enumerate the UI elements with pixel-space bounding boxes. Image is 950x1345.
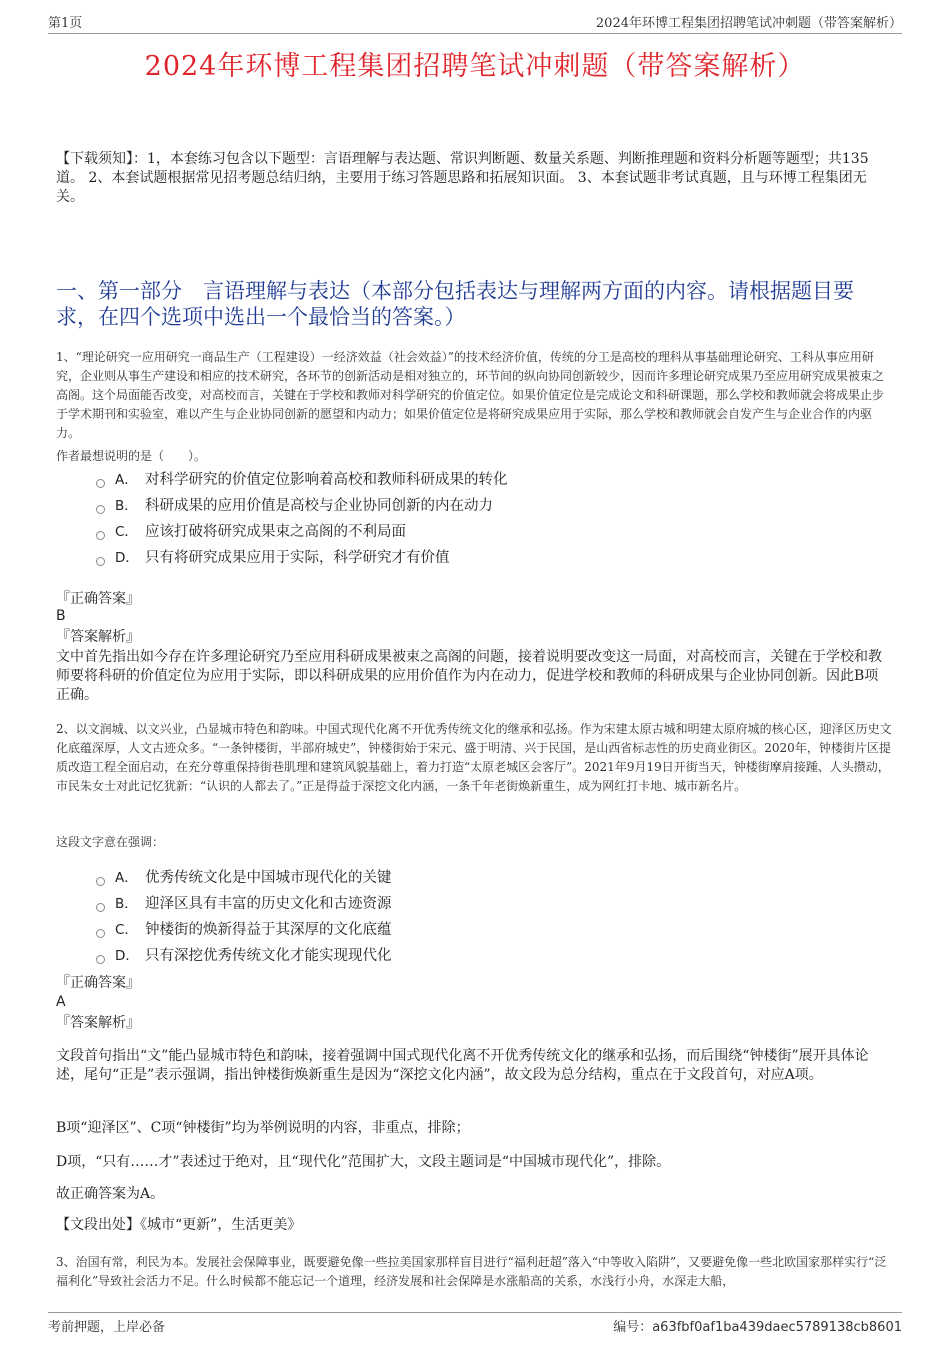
q1-option-a[interactable]: A． 对科学研究的价值定位影响着高校和教师科研成果的转化 [96, 470, 508, 490]
q1-option-d[interactable]: D． 只有将研究成果应用于实际，科学研究才有价值 [96, 548, 450, 568]
radio-icon[interactable] [96, 903, 105, 912]
radio-icon[interactable] [96, 557, 105, 566]
q1-analysis-label: 『答案解析』 [56, 629, 140, 645]
question-1-prompt: 作者最想说明的是（ ）。 [56, 449, 207, 463]
q1-answer-label: 『正确答案』 [56, 591, 140, 607]
question-2-prompt: 这段文字意在强调： [56, 835, 165, 849]
q2-analysis-paragraph-1: 文段首句指出“文”能凸显城市特色和韵味，接着强调中国式现代化离不开优秀传统文化的继承和弘扬，而后围绕“钟楼街”展开具体论述，尾句“正是”表示强调，指出钟楼街焕新重生是因为“深挖文化内涵”，故文段为总分结构，重点在于文段首句，对应A项。 [56, 1048, 869, 1083]
q2-option-a[interactable]: A． 优秀传统文化是中国城市现代化的关键 [96, 868, 392, 888]
q2-option-d[interactable]: D． 只有深挖优秀传统文化才能实现现代化 [96, 946, 392, 966]
q1-option-c[interactable]: C． 应该打破将研究成果束之高阁的不利局面 [96, 522, 406, 542]
q2-analysis-paragraph-4: 故正确答案为A。 [56, 1186, 165, 1202]
q2-option-b[interactable]: B． 迎泽区具有丰富的历史文化和古迹资源 [96, 894, 392, 914]
q2-analysis-paragraph-3: D项，“只有……才”表述过于绝对，且“现代化”范围扩大，文段主题词是“中国城市现代化”，排除。 [56, 1154, 671, 1170]
q2-answer: A [56, 994, 66, 1010]
q2-source: 【文段出处】《城市“更新”，生活更美》 [56, 1217, 302, 1233]
q2-analysis-label: 『答案解析』 [56, 1015, 140, 1031]
q1-analysis: 文中首先指出如今存在许多理论研究乃至应用科研成果被束之高阁的问题，接着说明要改变这一局面，对高校而言，关键在于学校和教师要将科研的价值定位为应用于实际，即以科研成果的应用价值作为内在动力，促进学校和教师的科研成果与企业协同创新。因此B项正确。 [56, 649, 882, 703]
radio-icon[interactable] [96, 505, 105, 514]
question-2-stem: 2、以文润城、以文兴业，凸显城市特色和韵味。中国式现代化离不开优秀传统文化的继承和弘扬。作为宋建太原古城和明建太原府城的核心区，迎泽区历史文化底蕴深厚，人文古迹众多。“一条钟楼街，半部府城史”，钟楼街始于宋元、盛于明清、兴于民国，是山西省标志性的历史商业街区。2020年，钟楼街片区提质改造工程全面启动，在充分尊重保持街巷肌理和建筑风貌基础上，着力打造“太原老城区会客厅”。2021年9月19日开街当天，钟楼街摩肩接踵、人头攒动，市民朱女士对此记忆犹新：“认识的人都去了。”正是得益于深挖文化内涵，一条千年老街焕新重生，成为网红打卡地、城市新名片。 [56, 722, 892, 793]
q2-answer-label: 『正确答案』 [56, 975, 140, 991]
radio-icon[interactable] [96, 531, 105, 540]
q2-option-c[interactable]: C． 钟楼街的焕新得益于其深厚的文化底蕴 [96, 920, 392, 940]
page-title: 2024年环博工程集团招聘笔试冲刺题（带答案解析） [144, 51, 806, 82]
download-notice: 【下载须知】：1，本套练习包含以下题型：言语理解与表达题、常识判断题、数量关系题、判断推理题和资料分析题等题型；共135道。 2、本套试题根据常见招考题总结归纳，主要用于练习答题思路和拓展知识面。 3、本套试题非考试真题，且与环博工程集团无关。 [56, 151, 869, 205]
q2-analysis-paragraph-2: B项“迎泽区”、C项“钟楼街”均为举例说明的内容，非重点，排除； [56, 1120, 470, 1136]
radio-icon[interactable] [96, 479, 105, 488]
q1-answer: B [56, 608, 66, 624]
footer-doc-id: 编号：a63fbf0af1ba439daec5789138cb8601 [613, 1320, 902, 1335]
radio-icon[interactable] [96, 955, 105, 964]
q1-option-b[interactable]: B． 科研成果的应用价值是高校与企业协同创新的内在动力 [96, 496, 493, 516]
section-heading: 一、第一部分 言语理解与表达（本部分包括表达与理解两方面的内容。请根据题目要求，在四个选项中选出一个最恰当的答案。） [56, 279, 854, 329]
header-page-number: 第1页 [48, 16, 83, 31]
header-doc-title: 2024年环博工程集团招聘笔试冲刺题（带答案解析） [595, 16, 902, 31]
header-divider [48, 33, 902, 34]
radio-icon[interactable] [96, 929, 105, 938]
footer-slogan: 考前押题，上岸必备 [48, 1320, 166, 1335]
radio-icon[interactable] [96, 877, 105, 886]
footer-divider [48, 1312, 902, 1313]
question-1-stem: 1、“理论研究一应用研究一商品生产（工程建设）一经济效益（社会效益）”的技术经济价值，传统的分工是高校的理科从事基础理论研究、工科从事应用研究，企业则从事生产建设和相应的技术研究，各环节的创新活动是相对独立的，环节间的纵向协同创新较少，因而许多理论研究成果乃至应用研究成果被束之高阁。这个局面能否改变，对高校而言，关键在于学校和教师对科学研究的价值定位。如果价值定位是完成论文和科研课题，那么学校和教师就会将成果止步于学术期刊和实验室，难以产生与企业协同创新的愿望和内动力；如果价值定位是将研究成果应用于实际，那么学校和教师就会自发产生与企业合作的内驱力。 [56, 350, 885, 440]
question-3-stem: 3、治国有常，利民为本。发展社会保障事业，既要避免像一些拉美国家那样盲目进行“福利赶超”落入“中等收入陷阱”，又要避免像一些北欧国家那样实行“泛福利化”导致社会活力不足。什么时候都不能忘记一个道理，经济发展和社会保障是水涨船高的关系，水浅行小舟，水深走大船， [56, 1255, 887, 1288]
